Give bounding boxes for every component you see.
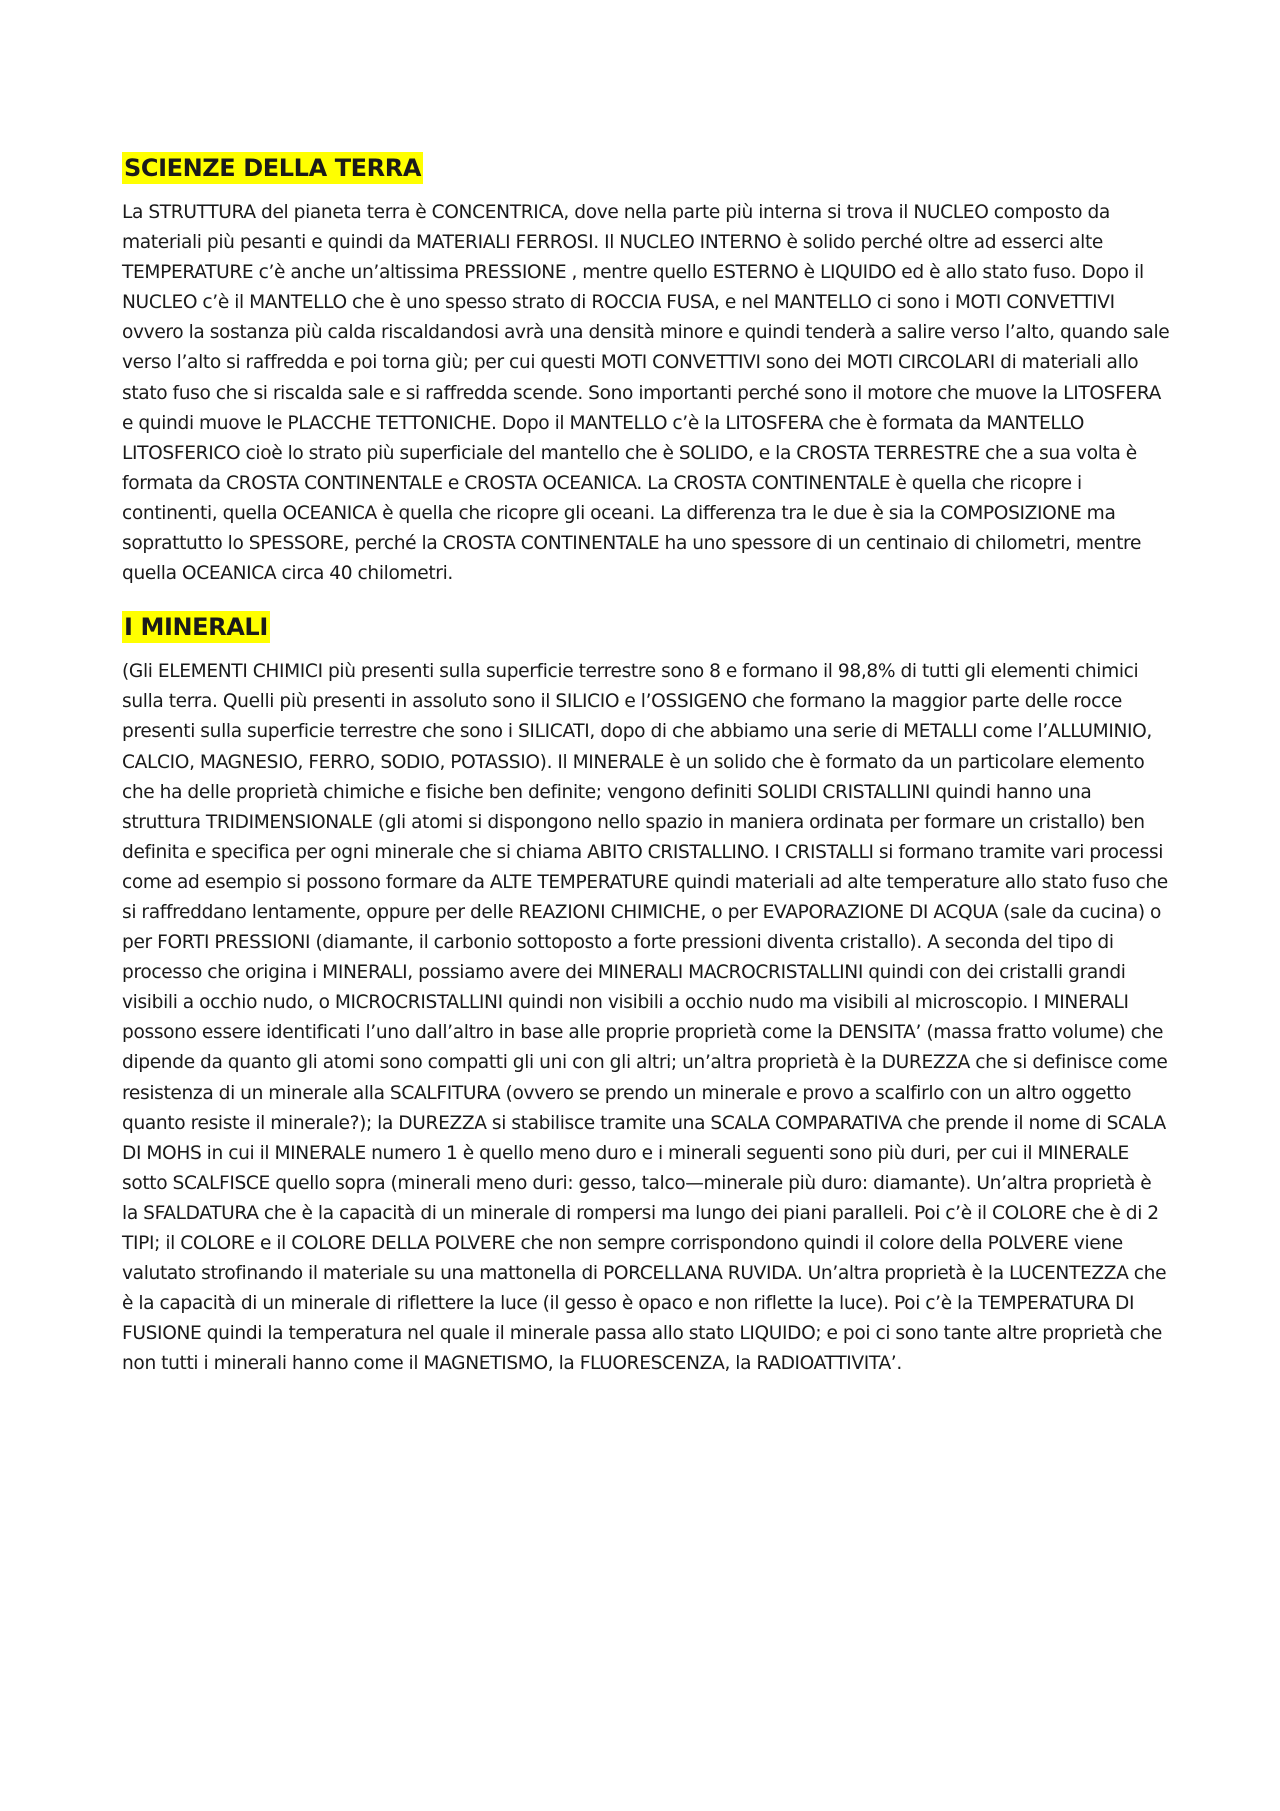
section-heading-scienze-della-terra: SCIENZE DELLA TERRA xyxy=(124,154,421,182)
section-heading-i-minerali: I MINERALI xyxy=(124,613,268,642)
section-paragraph-i-minerali: (Gli ELEMENTI CHIMICI più presenti sulla superficie terrestre sono 8 e formano il 98,8% di tutti gli elementi chimici sulla terra. Quelli più presenti in assoluto sono il SILICIO e l’OSSIGENO che formano la maggior parte delle rocce presenti sulla superficie terrestre che sono i SILICATI, dopo di che abbiamo una serie di METALLI come l’ALLUMINIO, CALCIO, MAGNESIO, FERRO, SODIO, POTASSIO). Il MINERALE è un solido che è formato da un particolare elemento che ha delle proprietà chimiche e fisiche ben definite; vengono definiti SOLIDI CRISTALLINI quindi hanno una struttura TRIDIMENSIONALE (gli atomi si dispongono nello spazio in maniera ordinata per formare un cristallo) ben definita e specifica per ogni minerale che si chiama ABITO CRISTALLINO. I CRISTALLI si formano tramite vari processi come ad esempio si possono formare da ALTE TEMPERATURE quindi materiali ad alte temperature allo stato fuso che si raffreddano lentamente, oppure per delle REAZIONI CHIMICHE, o per EVAPORAZIONE DI ACQUA (sale da cucina) o per FORTI PRESSIONI (diamante, il carbonio sottoposto a forte pressioni diventa cristallo). A seconda del tipo di processo che origina i MINERALI, possiamo avere dei MINERALI MACROCRISTALLINI quindi con dei cristalli grandi visibili a occhio nudo, o MICROCRISTALLINI quindi non visibili a occhio nudo ma visibili al microscopio. I MINERALI possono essere identificati l’uno dall’altro in base alle proprie proprietà come la DENSITA’ (massa fratto volume) che dipende da quanto gli atomi sono compatti gli uni con gli altri; un’altra proprietà è la DUREZZA che si definisce come resistenza di un minerale alla SCALFITURA (ovvero se prendo un minerale e provo a scalfirlo con un altro oggetto quanto resiste il minerale?); la DUREZZA si stabilisce tramite una SCALA COMPARATIVA che prende il nome di SCALA DI MOHS in cui il MINERALE numero 1 è quello meno duro e i minerali seguenti sono più duri, per cui il MINERALE sotto SCALFISCE quello sopra (minerali meno duri: gesso, talco—minerale più duro: diamante). Un’altra proprietà è la SFALDATURA che è la capacità di un minerale di rompersi ma lungo dei piani paralleli. Poi c’è il COLORE che è di 2 TIPI; il COLORE e il COLORE DELLA POLVERE che non sempre corrispondono quindi il colore della POLVERE viene valutato strofinando il materiale su una mattonella di PORCELLANA RUVIDA. Un’altra proprietà è la LUCENTEZZA che è la capacità di un minerale di riflettere la luce (il gesso è opaco e non riflette la luce). Poi c’è la TEMPERATURA DI FUSIONE quindi la temperatura nel quale il minerale passa allo stato LIQUIDO; e poi ci sono tante altre proprietà che non tutti i minerali hanno come il MAGNETISMO, la FLUORESCENZA, la RADIOATTIVITA’. xyxy=(122,661,1168,1375)
section-heading-wrapper xyxy=(122,611,1170,643)
section-paragraph-scienze-della-terra: La STRUTTURA del pianeta terra è CONCENTRICA, dove nella parte più interna si trova il NUCLEO composto da materiali più pesanti e quindi da MATERIALI FERROSI. Il NUCLEO INTERNO è solido perché oltre ad esserci alte TEMPERATURE c’è anche un’altissima PRESSIONE , mentre quello ESTERNO è LIQUIDO ed è allo stato fuso. Dopo il NUCLEO c’è il MANTELLO che è uno spesso strato di ROCCIA FUSA, e nel MANTELLO ci sono i MOTI CONVETTIVI ovvero la sostanza più calda riscaldandosi avrà una densità minore e quindi tenderà a salire verso l’alto, quando sale verso l’alto si raffredda e poi torna giù; per cui questi MOTI CONVETTIVI sono dei MOTI CIRCOLARI di materiali allo stato fuso che si riscalda sale e si raffredda scende. Sono importanti perché sono il motore che muove la LITOSFERA e quindi muove le PLACCHE TETTONICHE. Dopo il MANTELLO c’è la LITOSFERA che è formata da MANTELLO LITOSFERICO cioè lo strato più superficiale del mantello che è SOLIDO, e la CROSTA TERRESTRE che a sua volta è formata da CROSTA CONTINENTALE e CROSTA OCEANICA. La CROSTA CONTINENTALE è quella che ricopre i continenti, quella OCEANICA è quella che ricopre gli oceani. La differenza tra le due è sia la COMPOSIZIONE ma soprattutto lo SPESSORE, perché la CROSTA CONTINENTALE ha uno spessore di un centinaio di chilometri, mentre quella OCEANICA circa 40 chilometri. xyxy=(122,202,1170,585)
document-content xyxy=(122,152,1170,1401)
section-heading-wrapper xyxy=(122,152,1170,184)
